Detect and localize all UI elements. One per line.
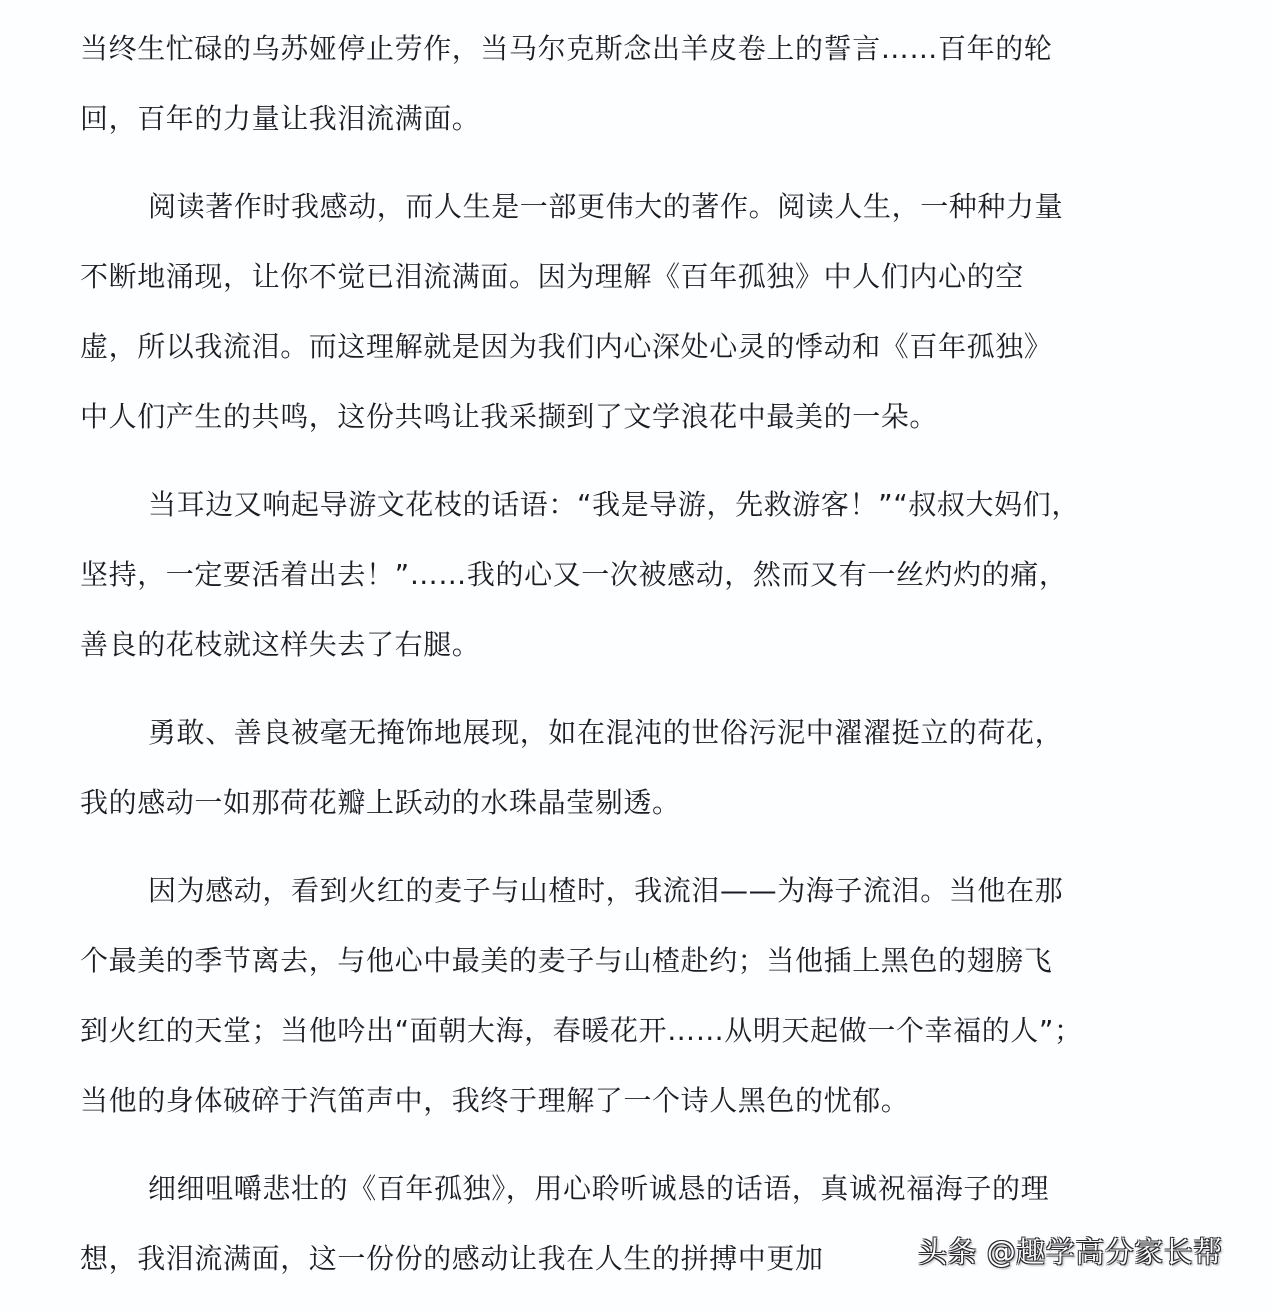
text-line: 不断地涌现，让你不觉已泪流满面。因为理解《百年孤独》中人们内心的空	[80, 260, 1024, 293]
paragraph-1	[80, 14, 1190, 154]
paragraph-5	[80, 856, 1190, 1136]
text-line: 中人们产生的共鸣，这份共鸣让我采撷到了文学浪花中最美的一朵。	[80, 400, 939, 433]
text-line: 我的感动一如那荷花瓣上跃动的水珠晶莹剔透。	[80, 786, 681, 819]
text-line: 想，我泪流满面，这一份份的感动让我在人生的拼搏中更加	[80, 1242, 824, 1275]
text-line: 坚持，一定要活着出去！”……我的心又一次被感动，然而又有一丝灼灼的痛，	[80, 558, 1068, 591]
text-line: 虚，所以我流泪。而这理解就是因为我们内心深处心灵的悸动和《百年孤独》	[80, 330, 1053, 363]
text-line: 当他的身体破碎于汽笛声中，我终于理解了一个诗人黑色的忧郁。	[80, 1084, 910, 1117]
text-line: 细细咀嚼悲壮的《百年孤独》，用心聆听诚恳的话语，真诚祝福海子的理	[148, 1172, 1050, 1205]
text-line: 因为感动，看到火红的麦子与山楂时，我流泪——为海子流泪。当他在那	[148, 874, 1064, 907]
text-line: 阅读著作时我感动，而人生是一部更伟大的著作。阅读人生，一种种力量	[148, 190, 1064, 223]
paragraph-4	[80, 698, 1190, 838]
paragraph-2	[80, 172, 1190, 452]
text-line: 善良的花枝就这样失去了右腿。	[80, 628, 481, 661]
text-line: 个最美的季节离去，与他心中最美的麦子与山楂赴约；当他插上黑色的翅膀飞	[80, 944, 1053, 977]
text-line: 回，百年的力量让我泪流满面。	[80, 102, 481, 135]
document-body	[80, 14, 1190, 1312]
text-line: 勇敢、善良被毫无掩饰地展现，如在混沌的世俗污泥中濯濯挺立的荷花，	[148, 716, 1064, 749]
paragraph-3	[80, 470, 1190, 680]
watermark: 头条 @趣学高分家长帮	[918, 1235, 1223, 1269]
text-line: 当终生忙碌的乌苏娅停止劳作，当马尔克斯念出羊皮卷上的誓言……百年的轮	[80, 32, 1053, 65]
text-line: 当耳边又响起导游文花枝的话语：“我是导游，先救游客！”“叔叔大妈们，	[148, 488, 1080, 521]
text-line: 到火红的天堂；当他吟出“面朝大海，春暖花开……从明天起做一个幸福的人”；	[80, 1014, 1083, 1047]
